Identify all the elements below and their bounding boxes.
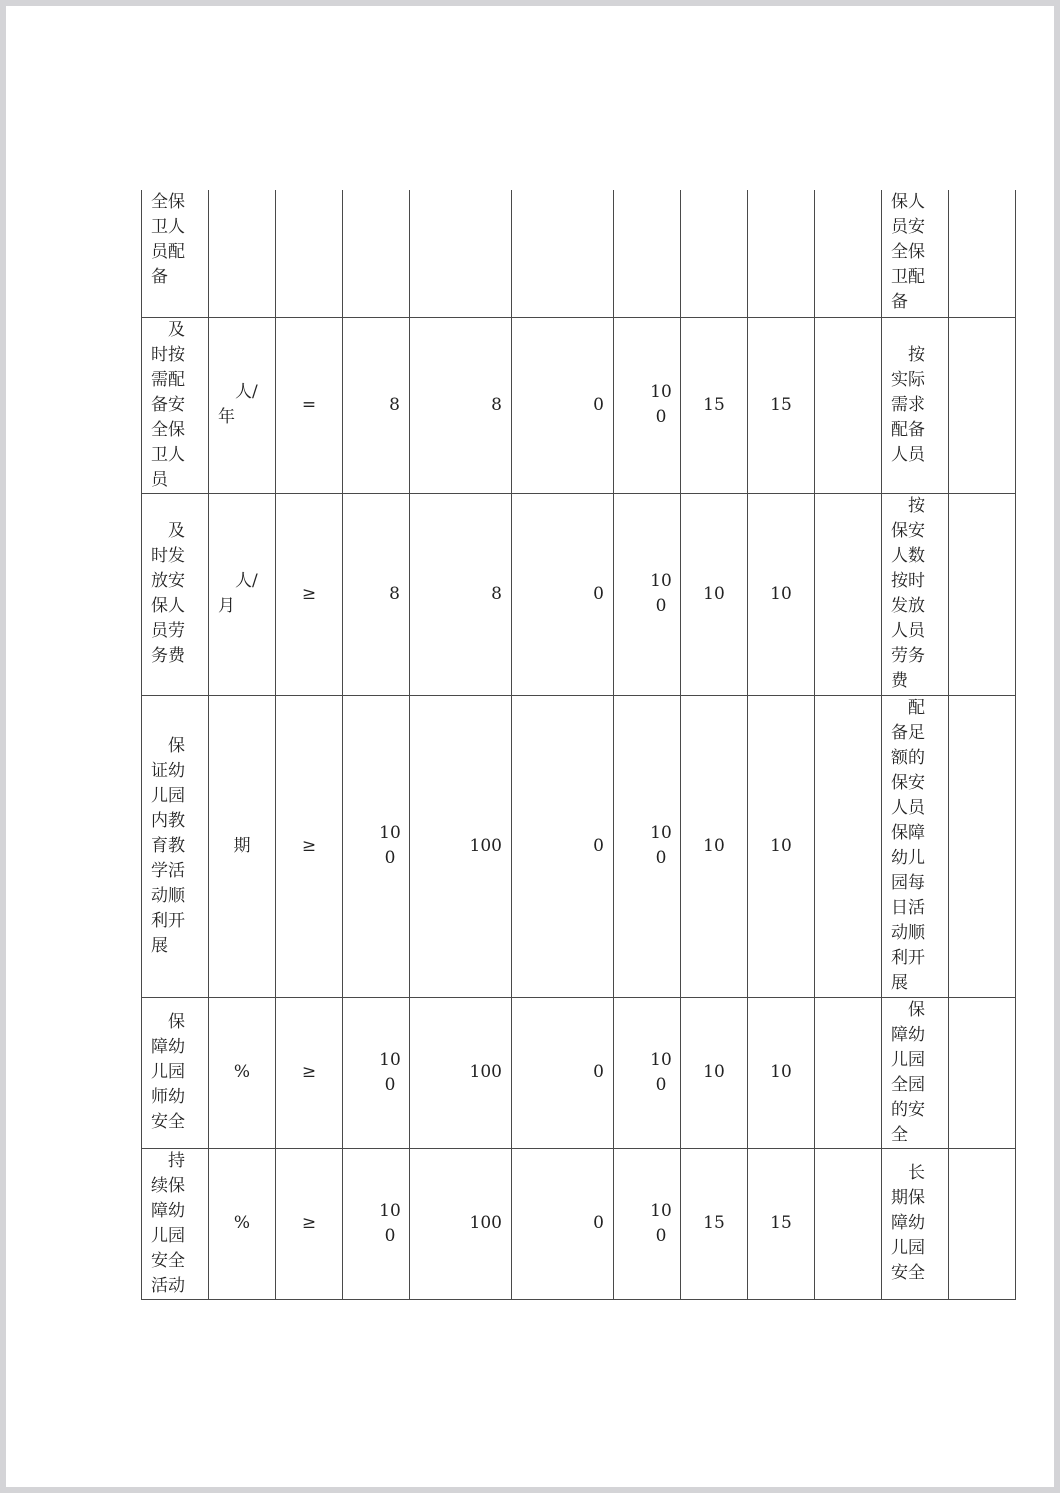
rate-cell: 100	[614, 493, 681, 695]
reason-cell	[815, 695, 882, 997]
unit-cell: 期	[209, 695, 276, 997]
reason-cell	[815, 493, 882, 695]
table-row	[142, 1148, 1016, 1299]
table-row	[142, 317, 1016, 493]
weight-cell: 10	[681, 997, 748, 1148]
actual-b-cell: 0	[512, 695, 614, 997]
target-cell: 100	[343, 695, 410, 997]
actual-a-cell: 100	[410, 997, 512, 1148]
weight-cell	[681, 190, 748, 317]
remark-cell: 长期保障幼儿园安全	[882, 1148, 949, 1299]
score-cell: 15	[748, 1148, 815, 1299]
extra-cell	[949, 317, 1016, 493]
table-row	[142, 997, 1016, 1148]
extra-cell	[949, 997, 1016, 1148]
operator-cell: =	[276, 317, 343, 493]
reason-cell	[815, 997, 882, 1148]
target-cell: 8	[343, 493, 410, 695]
remark-cell: 保人员安全保卫配备	[882, 190, 949, 317]
actual-a-cell: 8	[410, 317, 512, 493]
score-cell: 10	[748, 695, 815, 997]
rate-cell: 100	[614, 997, 681, 1148]
operator-cell	[276, 190, 343, 317]
indicator-cell: 及时按需配备安全保卫人员	[142, 317, 209, 493]
indicator-cell: 保障幼儿园师幼安全	[142, 997, 209, 1148]
performance-table	[141, 190, 1016, 1300]
table-row	[142, 493, 1016, 695]
extra-cell	[949, 493, 1016, 695]
remark-cell: 按保安人数按时发放人员劳务费	[882, 493, 949, 695]
score-cell: 10	[748, 493, 815, 695]
actual-b-cell: 0	[512, 493, 614, 695]
remark-cell: 保障幼儿园全园的安全	[882, 997, 949, 1148]
rate-cell: 100	[614, 1148, 681, 1299]
operator-cell: ≥	[276, 997, 343, 1148]
indicator-cell: 及时发放安保人员劳务费	[142, 493, 209, 695]
operator-cell: ≥	[276, 1148, 343, 1299]
reason-cell	[815, 317, 882, 493]
target-cell: 100	[343, 1148, 410, 1299]
actual-a-cell: 8	[410, 493, 512, 695]
rate-cell: 100	[614, 317, 681, 493]
extra-cell	[949, 1148, 1016, 1299]
extra-cell	[949, 190, 1016, 317]
unit-cell: 人/年	[209, 317, 276, 493]
target-cell	[343, 190, 410, 317]
rate-cell	[614, 190, 681, 317]
actual-a-cell	[410, 190, 512, 317]
actual-b-cell: 0	[512, 997, 614, 1148]
score-cell: 10	[748, 997, 815, 1148]
indicator-cell: 持续保障幼儿园安全活动	[142, 1148, 209, 1299]
weight-cell: 15	[681, 1148, 748, 1299]
unit-cell: %	[209, 997, 276, 1148]
table-row	[142, 190, 1016, 317]
actual-b-cell	[512, 190, 614, 317]
remark-cell: 按实际需求配备人员	[882, 317, 949, 493]
operator-cell: ≥	[276, 493, 343, 695]
unit-cell: %	[209, 1148, 276, 1299]
unit-cell	[209, 190, 276, 317]
actual-b-cell: 0	[512, 1148, 614, 1299]
remark-cell: 配备足额的保安人员保障幼儿园每日活动顺利开展	[882, 695, 949, 997]
rate-cell: 100	[614, 695, 681, 997]
table-row	[142, 695, 1016, 997]
score-cell: 15	[748, 317, 815, 493]
reason-cell	[815, 1148, 882, 1299]
weight-cell: 15	[681, 317, 748, 493]
actual-b-cell: 0	[512, 317, 614, 493]
target-cell: 100	[343, 997, 410, 1148]
actual-a-cell: 100	[410, 695, 512, 997]
weight-cell: 10	[681, 695, 748, 997]
extra-cell	[949, 695, 1016, 997]
unit-cell: 人/月	[209, 493, 276, 695]
target-cell: 8	[343, 317, 410, 493]
indicator-cell: 全保卫人员配备	[142, 190, 209, 317]
weight-cell: 10	[681, 493, 748, 695]
operator-cell: ≥	[276, 695, 343, 997]
indicator-cell: 保证幼儿园内教育教学活动顺利开展	[142, 695, 209, 997]
reason-cell	[815, 190, 882, 317]
actual-a-cell: 100	[410, 1148, 512, 1299]
score-cell	[748, 190, 815, 317]
